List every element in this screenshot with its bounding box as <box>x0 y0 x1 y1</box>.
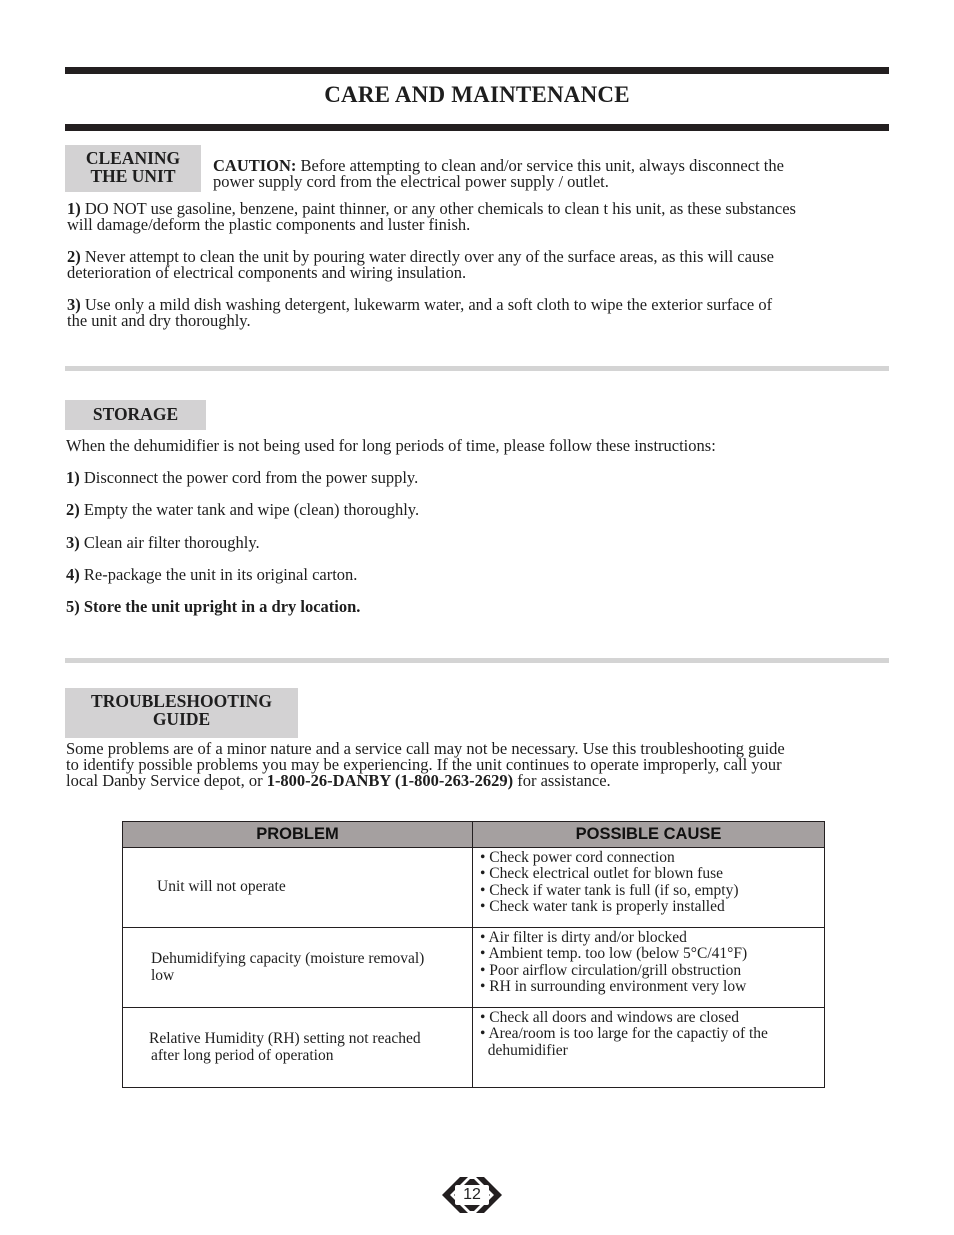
storage-item-number: 1) <box>66 468 80 487</box>
cleaning-item-text-cont: will damage/deform the plastic components and luster finish. <box>67 215 471 234</box>
cause-item: • Check all doors and windows are closed <box>480 1009 739 1026</box>
storage-item-text: Clean air filter thoroughly. <box>83 533 260 552</box>
troubleshooting-intro-line3 <box>66 773 906 789</box>
cause-item: • Check water tank is properly installed <box>480 897 725 915</box>
cause-cell <box>473 848 825 928</box>
storage-item-5 <box>66 597 360 617</box>
cleaning-item-text-cont: the unit and dry thoroughly. <box>67 311 251 330</box>
troubleshooting-intro <box>66 741 906 789</box>
storage-intro: When the dehumidifier is not being used for long periods of time, please follow these instructions: <box>66 436 716 455</box>
problem-cell <box>123 928 473 1008</box>
cause-cell <box>473 928 825 1008</box>
cause-cell <box>473 1008 825 1088</box>
troubleshooting-intro-line1: Some problems are of a minor nature and a service call may not be necessary. Use this troubleshooting guide <box>66 739 785 758</box>
storage-item-text: Store the unit upright in a dry location. <box>83 597 361 616</box>
problem-text-cont: after long period of operation <box>151 1046 334 1064</box>
storage-item-text: Disconnect the power cord from the power supply. <box>83 468 419 487</box>
cause-item: • RH in surrounding environment very low <box>480 977 747 995</box>
storage-section-label: STORAGE <box>65 400 206 430</box>
cleaning-item-text: Never attempt to clean the unit by pouring water directly over any of the surface areas, as this will cause <box>84 247 774 266</box>
page-number: 12 <box>455 1185 489 1205</box>
cleaning-item-3 <box>67 297 897 329</box>
troubleshooting-table <box>122 821 825 1088</box>
caution-note <box>213 158 883 190</box>
caution-line2: power supply cord from the electrical power supply / outlet. <box>213 172 609 191</box>
problem-text: Unit will not operate <box>157 878 286 896</box>
problem-text: Dehumidifying capacity (moisture removal) <box>151 950 425 968</box>
cause-item: • Check electrical outlet for blown fuse <box>480 865 724 883</box>
cause-item: • Check power cord connection <box>480 849 675 866</box>
cleaning-item-2 <box>67 249 897 281</box>
problem-cell <box>123 1008 473 1088</box>
storage-item-number: 5) <box>66 597 80 616</box>
cleaning-item-text: Use only a mild dish washing detergent, lukewarm water, and a soft cloth to wipe the exterior surface of <box>84 295 773 314</box>
cause-item: dehumidifier <box>480 1041 568 1059</box>
intro-text: for assistance. <box>513 771 611 790</box>
table-row <box>123 1008 825 1088</box>
intro-text: local Danby Service depot, or <box>66 771 267 790</box>
caution-label: CAUTION: <box>213 156 297 175</box>
storage-item-number: 3) <box>66 533 80 552</box>
cleaning-item-number: 3) <box>67 295 81 314</box>
cause-item: • Poor airflow circulation/grill obstruction <box>480 961 742 979</box>
storage-item-4 <box>66 565 357 585</box>
table-row <box>123 928 825 1008</box>
troubleshooting-label-line2: GUIDE <box>152 709 211 729</box>
table-header-row <box>123 822 825 848</box>
column-header-cause: POSSIBLE CAUSE <box>473 822 825 848</box>
cause-item: • Air filter is dirty and/or blocked <box>480 929 687 946</box>
danby-phone-number: 1-800-26-DANBY (1-800-263-2629) <box>266 771 514 790</box>
cleaning-label-line2: THE UNIT <box>90 166 176 186</box>
cause-item: • Area/room is too large for the capactiy of the <box>480 1025 768 1043</box>
column-header-problem: PROBLEM <box>123 822 473 848</box>
storage-item-number: 4) <box>66 565 80 584</box>
cleaning-label-line1: CLEANING <box>85 148 181 168</box>
section-divider <box>65 658 889 663</box>
cause-item: • Check if water tank is full (if so, empty) <box>480 881 739 899</box>
top-rule <box>65 67 889 74</box>
storage-item-text: Empty the water tank and wipe (clean) thoroughly. <box>83 500 420 519</box>
storage-item-2 <box>66 500 419 520</box>
cleaning-item-1 <box>67 201 897 233</box>
title-bottom-rule <box>65 124 889 131</box>
cleaning-item-text-cont: deterioration of electrical components and wiring insulation. <box>67 263 467 282</box>
problem-text: Relative Humidity (RH) setting not reached <box>149 1030 421 1048</box>
troubleshooting-label-line1: TROUBLESHOOTING <box>91 691 272 711</box>
problem-cell <box>123 848 473 928</box>
table-row <box>123 848 825 928</box>
cleaning-section-label <box>65 145 201 192</box>
storage-item-text: Re-package the unit in its original carton. <box>83 565 358 584</box>
cleaning-item-number: 2) <box>67 247 81 266</box>
storage-item-3 <box>66 533 260 553</box>
troubleshooting-section-label <box>65 688 298 738</box>
caution-line1: Before attempting to clean and/or service this unit, always disconnect the <box>300 156 784 175</box>
cause-item: • Ambient temp. too low (below 5°C/41°F) <box>480 945 748 963</box>
storage-item-number: 2) <box>66 500 80 519</box>
troubleshooting-intro-line2: to identify possible problems you may be experiencing. If the unit continues to operate improperly, call your <box>66 755 782 774</box>
cleaning-item-text: DO NOT use gasoline, benzene, paint thinner, or any other chemicals to clean t his unit, as these substances <box>84 199 796 218</box>
cleaning-item-number: 1) <box>67 199 81 218</box>
section-divider <box>65 366 889 371</box>
storage-item-1 <box>66 468 418 488</box>
page-title: CARE AND MAINTENANCE <box>324 82 630 107</box>
problem-text-cont: low <box>151 966 175 984</box>
